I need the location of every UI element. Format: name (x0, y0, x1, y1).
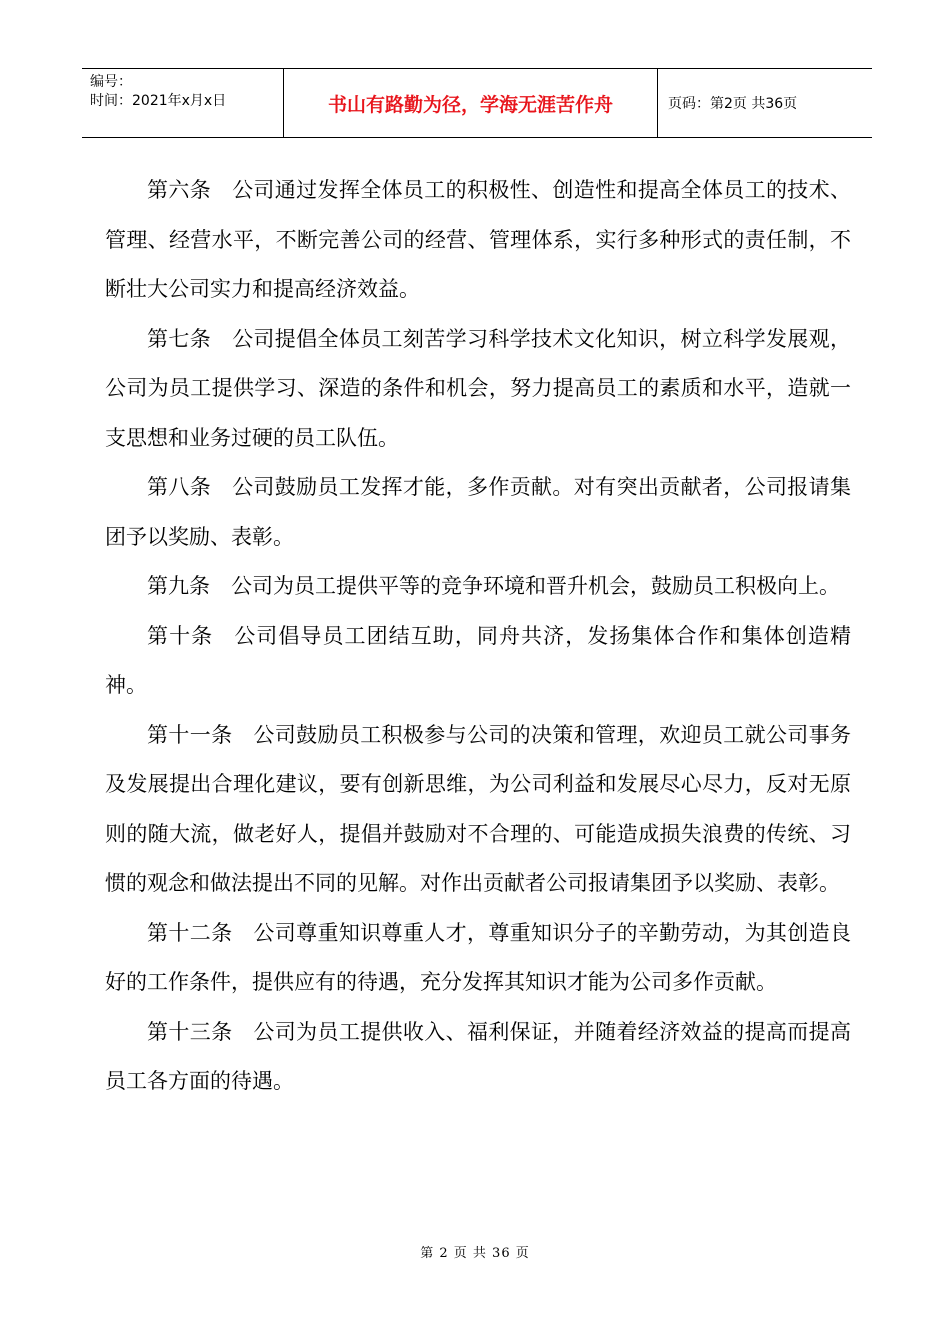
article-text: 公司为员工提供收入、福利保证，并随着经济效益的提高而提高员工各方面的待遇。 (105, 1019, 851, 1093)
time-label: 时间：2021年x月x日 (90, 93, 227, 109)
article-text: 公司尊重知识尊重人才，尊重知识分子的辛勤劳动，为其创造良好的工作条件，提供应有的待遇，充分发挥其知识才能为公司多作贡献。 (105, 920, 851, 994)
article-text: 公司通过发挥全体员工的积极性、创造性和提高全体员工的技术、管理、经营水平，不断完善公司的经营、管理体系，实行多种形式的责任制，不断壮大公司实力和提高经济效益。 (105, 178, 852, 301)
article-text: 公司为员工提供平等的竞争环境和晋升机会，鼓励员工积极向上。 (231, 574, 840, 598)
article-13 (105, 1008, 851, 1107)
article-text: 公司鼓励员工积极参与公司的决策和管理，欢迎员工就公司事务及发展提出合理化建议，要有创新思维，为公司利益和发展尽心尽力，反对无原则的随大流，做老好人，提倡并鼓励对不合理的、可能造成损失浪费的传统、习惯的观念和做法提出不同的见解。对作出贡献者公司报请集团予以奖励、表彰。 (105, 722, 851, 895)
page-footer: 第 2 页 共 36 页 (420, 1246, 530, 1261)
article-text: 公司提倡全体员工刻苦学习科学技术文化知识，树立科学发展观，公司为员工提供学习、深造的条件和机会，努力提高员工的素质和水平，造就一支思想和业务过硬的员工队伍。 (105, 326, 852, 450)
article-number: 第十条 (147, 623, 214, 648)
header-motto: 书山有路勤为径，学海无涯苦作舟 (284, 69, 658, 137)
article-text: 公司倡导员工团结互助，同舟共济，发扬集体合作和集体创造精神。 (105, 623, 852, 697)
document-body (105, 166, 851, 1107)
article-number: 第八条 (147, 475, 212, 499)
article-10 (105, 612, 851, 711)
article-number: 第七条 (147, 326, 212, 351)
article-number: 第九条 (147, 574, 210, 598)
header-meta (82, 69, 284, 137)
article-number: 第十二条 (147, 920, 233, 945)
header-page-info: 页码：第2页 共36页 (668, 96, 798, 112)
article-9 (105, 562, 851, 612)
number-label: 编号： (90, 74, 132, 90)
article-12 (105, 909, 851, 1008)
article-8 (105, 463, 851, 562)
article-text: 公司鼓励员工发挥才能，多作贡献。对有突出贡献者，公司报请集团予以奖励、表彰。 (105, 475, 852, 549)
page-header (82, 68, 872, 138)
article-6 (105, 166, 851, 315)
article-number: 第六条 (147, 178, 212, 202)
article-number: 第十三条 (147, 1019, 233, 1044)
article-number: 第十一条 (147, 722, 233, 747)
article-7 (105, 315, 851, 464)
article-11 (105, 711, 851, 909)
